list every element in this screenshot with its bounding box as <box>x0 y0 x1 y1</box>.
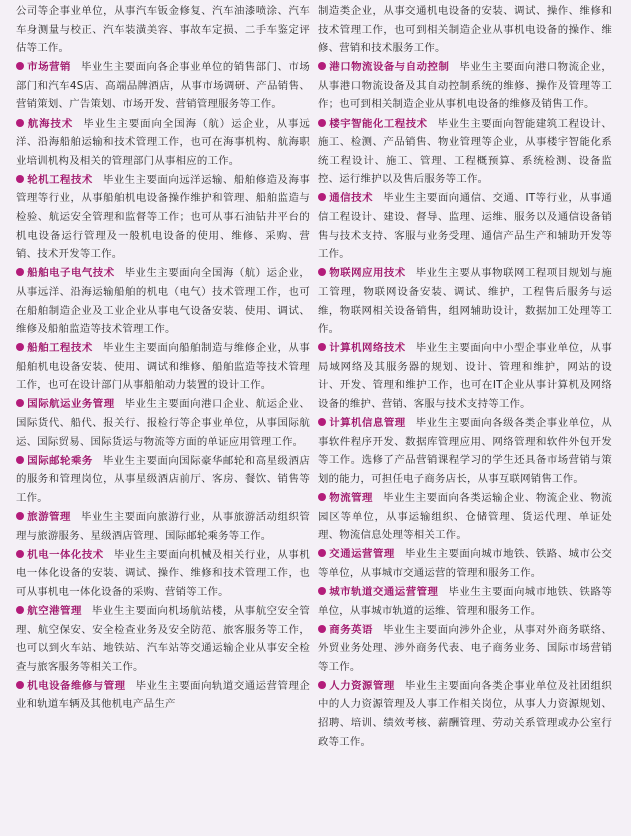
major-description: 毕业生主要面向中小型企事业单位，从事局域网络及其服务器的规划、设计、管理和维护，网站的设计、开发、管理和维护工作，也可在IT企业从事计算机及网络设备的维护、营销、客服与技术支持等工作。 <box>318 342 612 410</box>
bullet-icon <box>318 493 326 501</box>
major-description: 毕业生主要面向船舶制造与维修企业，从事船舶机电设备安装、使用、调试和维修、船舶监造等技术管理工作，也可在设计部门从事船舶动力装置的设计工作。 <box>16 342 311 392</box>
major-entry <box>318 264 612 338</box>
major-title: 航海技术 <box>27 117 74 130</box>
major-entry <box>16 58 310 114</box>
bullet-icon <box>16 268 24 276</box>
bullet-icon <box>318 587 326 595</box>
major-entry <box>16 452 310 508</box>
major-description: 毕业生主要面向港口企业、航运企业、国际货代、船代、报关行、报检行等企事业单位，从事国际航运、国际贸易、国际货运与物流等方面的单证应用管理工作。 <box>16 398 310 448</box>
major-description: 毕业生主要面向智能建筑工程设计、施工、检测、产品销售、物业管理等企业，从事楼宇智能化系统工程设计、施工、管理、工程概预算、系统检测、设备监控、运行维护以及售后服务等工作。 <box>318 117 613 186</box>
major-title: 机电设备维修与管理 <box>27 679 126 692</box>
bullet-icon <box>318 549 326 557</box>
bullet-icon <box>318 625 326 633</box>
major-title: 机电一体化技术 <box>27 548 104 561</box>
major-title: 物联网应用技术 <box>329 267 406 280</box>
major-entry <box>16 677 310 714</box>
major-title: 物流管理 <box>329 491 373 504</box>
major-title: 城市轨道交通运营管理 <box>329 585 439 598</box>
major-title: 船舶工程技术 <box>27 342 93 355</box>
major-entry <box>16 264 310 338</box>
major-entry <box>318 115 612 189</box>
left-items-list <box>16 58 310 714</box>
major-title: 航空港管理 <box>27 605 82 617</box>
major-title: 交通运营管理 <box>329 548 395 561</box>
right-column <box>318 2 612 751</box>
bullet-icon <box>16 399 24 407</box>
major-title: 通信技术 <box>329 192 374 205</box>
major-description: 毕业生主要面向各类运输企业、物流企业、物流园区等单位，从事运输组织、仓储管理、货运代理、单证处理、物流信息处理等相关工作。 <box>318 491 613 542</box>
bullet-icon <box>16 456 24 464</box>
major-title: 国际邮轮乘务 <box>27 454 93 467</box>
major-entry <box>16 508 310 545</box>
major-description: 毕业生主要面向各级各类企事业单位，从事软件程序开发、数据库管理应用、网络管理和软件外包开发等工作。选修了产品营销课程学习的学生还具备市场营销与策划的能力，可担任电子商务店长，从事互联网销售工作。 <box>318 417 612 485</box>
major-entry <box>318 545 612 582</box>
major-entry <box>16 115 310 171</box>
major-entry <box>16 602 310 676</box>
major-title: 旅游管理 <box>27 511 71 524</box>
bullet-icon <box>318 343 326 351</box>
major-entry <box>16 546 310 602</box>
major-description: 毕业生主要面向全国海（航）运企业，从事远洋、沿海船舶运输和技术管理工作，也可在海事机构、航海职业培训机构及相关的管理部门从事相应的工作。 <box>16 117 310 167</box>
major-title: 计算机网络技术 <box>329 342 406 355</box>
major-entry <box>318 189 612 263</box>
bullet-icon <box>318 119 326 127</box>
major-entry <box>16 339 310 395</box>
major-entry <box>16 395 310 451</box>
major-entry <box>318 58 612 114</box>
bullet-icon <box>16 175 24 183</box>
major-description: 毕业生主要面向全国海（航）运企业，从事远洋、沿海运输船舶的机电（电气）技术管理工作，也可在船舶制造企业及工业企业从事电气设备安装、使用、调试、维修及船舶监造等技术管理工作。 <box>16 267 310 336</box>
major-title: 楼宇智能化工程技术 <box>329 117 428 130</box>
bullet-icon <box>16 119 24 127</box>
major-title: 商务英语 <box>329 623 373 636</box>
bullet-icon <box>318 62 326 70</box>
major-description: 毕业生主要面向城市地铁、铁路等单位，从事城市轨道的运维、管理和服务工作。 <box>318 585 613 617</box>
major-title: 人力资源管理 <box>329 679 395 692</box>
major-title: 轮机工程技术 <box>27 173 93 186</box>
major-description: 毕业生主要面向港口物流企业，从事港口物流设备及其自动控制系统的维修、操作及管理等工作；也可到相关制造企业从事机电设备的维修及销售工作。 <box>318 61 613 111</box>
bullet-icon <box>318 268 326 276</box>
major-description: 毕业生主要面向机场航站楼，从事航空安全管理、航空保安、安全检查业务及安全防范、旅客服务等工作，也可以到火车站、地铁站、汽车站等交通运输企业从事安全检查与旅客服务等相关工作。 <box>16 605 311 673</box>
major-entry <box>318 489 612 545</box>
major-description: 毕业生主要面向远洋运输、船舶修造及海事管理等行业，从事船舶机电设备操作维护和管理、船舶监造与检验、航运安全管理和监督等工作；也可从事石油钻井平台的机电设备运行管理及一般机电设备的使用、维修、采购、营销、技术开发等工作。 <box>16 173 311 261</box>
major-description: 毕业生主要面向旅游行业，从事旅游活动组织管理与旅游服务、星级酒店管理、国际邮轮乘务等工作。 <box>16 511 311 542</box>
bullet-icon <box>16 681 24 689</box>
major-entry <box>318 414 612 488</box>
major-description: 毕业生主要面向各企事业单位的销售部门、市场部门和汽车4S店、高端品牌酒店，从事市场调研、产品销售、营销策划、广告策划、市场开发、营销管理服务等工作。 <box>16 61 311 111</box>
major-description: 毕业生主要面向国际豪华邮轮和高星级酒店的服务和管理岗位，从事星级酒店前厅、客房、餐饮、销售等工作。 <box>16 454 311 504</box>
major-title: 国际航运业务管理 <box>27 398 115 411</box>
major-description: 毕业生主要面向通信、交通、IT等行业，从事通信工程设计、建设、督导、监理、运维、服务以及通信设备销售与技术支持、客服与业务受理、通信产品生产和辅助开发等工作。 <box>318 192 612 261</box>
right-lead-paragraph: 制造类企业，从事交通机电设备的安装、调试、操作、维修和技术管理工作，也可到相关制造企业从事机电设备的操作、维修、营销和技术服务工作。 <box>318 5 612 55</box>
major-title: 市场营销 <box>27 61 71 74</box>
major-entry <box>318 677 612 751</box>
bullet-icon <box>318 418 326 426</box>
major-title: 计算机信息管理 <box>329 417 406 430</box>
bullet-icon <box>16 550 24 558</box>
bullet-icon <box>318 681 326 689</box>
major-description: 毕业生主要面向涉外企业，从事对外商务联络、外贸业务处理、涉外商务代表、电子商务业务、国际市场营销等工作。 <box>318 623 613 673</box>
major-entry <box>318 583 612 620</box>
left-lead-paragraph: 公司等企事业单位，从事汽车钣金修复、汽车油漆喷涂、汽车车身测量与校正、汽车装潢美容、事故车定损、二手车鉴定评估等工作。 <box>16 5 310 55</box>
major-entry <box>318 339 612 413</box>
major-entry <box>16 171 310 264</box>
major-title: 船舶电子电气技术 <box>27 267 115 280</box>
right-items-list <box>318 58 612 751</box>
major-description: 毕业生主要面向机械及相关行业，从事机电一体化设备的安装、调试、操作、维修和技术管理工作，也可从事机电一体化设备的采购、营销等工作。 <box>16 548 310 598</box>
bullet-icon <box>16 62 24 70</box>
bullet-icon <box>16 606 24 614</box>
major-description: 毕业生主要面向轨道交通运营管理企业和轨道车辆及其他机电产品生产 <box>16 679 311 711</box>
major-description: 毕业生主要面向城市地铁、铁路、城市公交等单位，从事城市交通运营的管理和服务工作。 <box>318 548 613 579</box>
major-description: 毕业生主要面向各类企事业单位及社团组织中的人力资源管理及人事工作相关岗位，从事人力资源规划、招聘、培训、绩效考核、薪酬管理、劳动关系管理或办公室行政等工作。 <box>318 679 613 748</box>
bullet-icon <box>318 193 326 201</box>
bullet-icon <box>16 512 24 520</box>
major-title: 港口物流设备与自动控制 <box>329 61 450 74</box>
left-column <box>16 2 310 714</box>
bullet-icon <box>16 343 24 351</box>
major-entry <box>318 621 612 677</box>
major-description: 毕业生主要从事物联网工程项目规划与施工管理，物联网设备安装、调试、维护，工程售后服务与运维，物联网相关设备销售，组网辅助设计，数据加工处理等工作。 <box>318 267 612 336</box>
